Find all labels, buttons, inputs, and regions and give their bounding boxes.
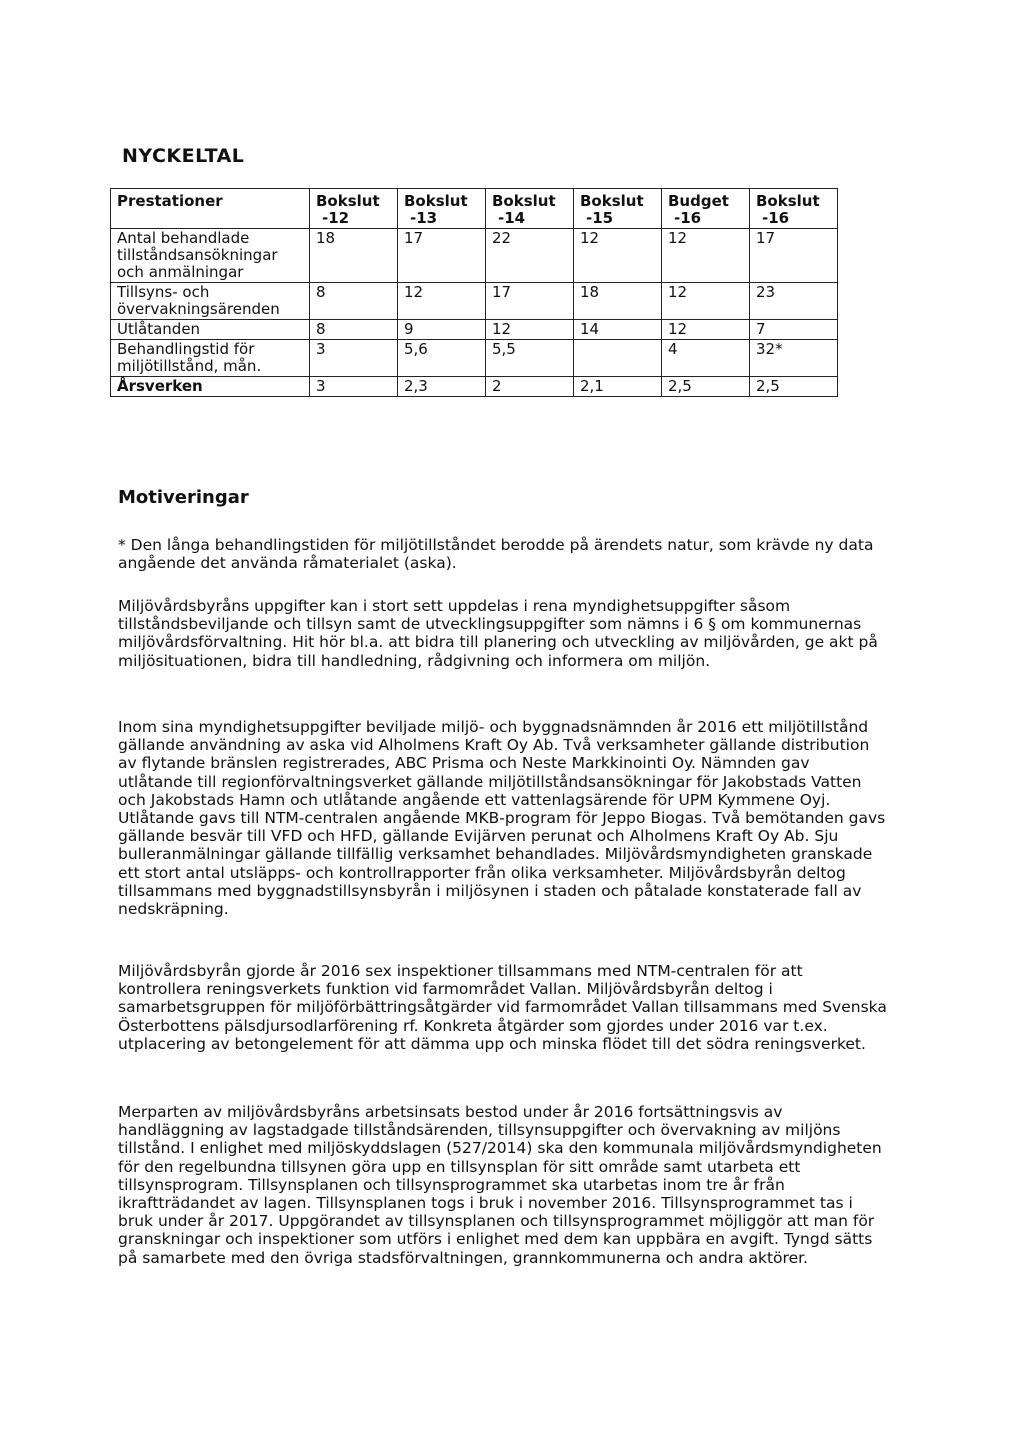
row-label: Årsverken (111, 377, 310, 397)
table-cell: 5,6 (398, 340, 486, 377)
table-row (111, 283, 838, 320)
table-cell: 23 (750, 283, 838, 320)
table-row (111, 320, 838, 340)
table-cell: 12 (486, 320, 574, 340)
header-cell (486, 189, 574, 229)
table-cell: 12 (662, 283, 750, 320)
table-cell: 2,5 (750, 377, 838, 397)
table-cell: 17 (398, 229, 486, 283)
kpi-table (110, 188, 838, 397)
header-line2: -13 (410, 209, 438, 227)
table-cell: 5,5 (486, 340, 574, 377)
header-line1: Bokslut (404, 192, 468, 210)
page-title: NYCKELTAL (122, 145, 245, 167)
body-paragraph: Miljövårdsbyrån gjorde år 2016 sex inspektioner tillsammans med NTM-centralen för att kontrollera reningsverkets funktion vid farmområdet Vallan. Miljövårdsbyrån deltog i samarbetsgruppen för miljöförbättringsåtgärder vid farmområdet Vallan tillsammans med Svenska Österbottens pälsdjursodlarförening rf. Konkreta åtgärder som gjordes under 2016 var t.ex. utplacering av betongelement för att dämma upp och minska flödet till det södra reningsverket. (118, 962, 887, 1053)
table-cell: 12 (398, 283, 486, 320)
header-label: Prestationer (111, 189, 310, 229)
header-line1: Budget (668, 192, 729, 210)
header-line1: Bokslut (580, 192, 644, 210)
row-label: Antal behandlade tillståndsansökningar och anmälningar (111, 229, 310, 283)
header-cell (398, 189, 486, 229)
table-cell: 2,3 (398, 377, 486, 397)
table-cell: 12 (574, 229, 662, 283)
table-cell: 18 (310, 229, 398, 283)
table-cell: 4 (662, 340, 750, 377)
header-cell (310, 189, 398, 229)
table-row (111, 340, 838, 377)
table-cell: 17 (486, 283, 574, 320)
header-line2: -12 (322, 209, 350, 227)
header-line1: Bokslut (492, 192, 556, 210)
table-header-row (111, 189, 838, 229)
table-cell: 7 (750, 320, 838, 340)
table-cell: 17 (750, 229, 838, 283)
header-line2: -16 (762, 209, 790, 227)
header-line2: -16 (674, 209, 702, 227)
table-cell: 3 (310, 377, 398, 397)
table-cell: 3 (310, 340, 398, 377)
header-cell (574, 189, 662, 229)
body-paragraph: Miljövårdsbyråns uppgifter kan i stort sett uppdelas i rena myndighetsuppgifter såsom tillståndsbeviljande och tillsyn samt de utvecklingsuppgifter som nämns i 6 § om kommunernas miljövårdsförvaltning. Hit hör bl.a. att bidra till planering och utveckling av miljövården, ge akt på miljösituationen, bidra till handledning, rådgivning och informera om miljön. (118, 597, 878, 670)
table-cell: 8 (310, 283, 398, 320)
table-cell: 14 (574, 320, 662, 340)
header-line2: -15 (586, 209, 614, 227)
table-cell: 22 (486, 229, 574, 283)
header-cell (662, 189, 750, 229)
row-label: Tillsyns- och övervakningsärenden (111, 283, 310, 320)
footnote-paragraph: * Den långa behandlingstiden för miljötillståndet berodde på ärendets natur, som krävde ny data angående det använda råmaterialet (aska). (118, 536, 874, 573)
table-cell: 9 (398, 320, 486, 340)
table-cell: 8 (310, 320, 398, 340)
header-line1: Bokslut (756, 192, 820, 210)
body-paragraph: Merparten av miljövårdsbyråns arbetsinsats bestod under år 2016 fortsättningsvis av handläggning av lagstadgade tillståndsärenden, tillsynsuppgifter och övervakning av miljöns tillstånd. I enlighet med miljöskyddslagen (527/2014) ska den kommunala miljövårdsmyndigheten för den regelbundna tillsynen göra upp en tillsynsplan för sitt område samt utarbeta ett tillsynsprogram. Tillsynsplanen och tillsynsprogrammet ska utarbetas inom tre år från ikraftträdandet av lagen. Tillsynsplanen togs i bruk i november 2016. Tillsynsprogrammet tas i bruk under år 2017. Uppgörandet av tillsynsplanen och tillsynsprogrammet möjliggör att man för granskningar och inspektioner som utförs i enlighet med dem kan uppbära en avgift. Tyngd sätts på samarbete med den övriga stadsförvaltningen, grannkommunerna och andra aktörer. (118, 1103, 882, 1267)
header-cell (750, 189, 838, 229)
header-line1: Bokslut (316, 192, 380, 210)
table-cell: 12 (662, 320, 750, 340)
table-cell (574, 340, 662, 377)
row-label: Utlåtanden (111, 320, 310, 340)
table-cell: 2,5 (662, 377, 750, 397)
table-cell: 32* (750, 340, 838, 377)
table-cell: 2,1 (574, 377, 662, 397)
table-row (111, 377, 838, 397)
body-paragraph: Inom sina myndighetsuppgifter beviljade miljö- och byggnadsnämnden år 2016 ett miljötillstånd gällande användning av aska vid Alholmens Kraft Oy Ab. Två verksamheter gällande distribution av flytande bränslen registrerades, ABC Prisma och Neste Markkinointi Oy. Nämnden gav utlåtande till regionförvaltningsverket gällande miljötillståndsansökningar för Jakobstads Vatten och Jakobstads Hamn och utlåtande angående ett vattenlagsärende för UPM Kymmene Oyj. Utlåtande gavs till NTM-centralen angående MKB-program för Jeppo Biogas. Två bemötanden gavs gällande besvär till VFD och HFD, gällande Evijärven perunat och Alholmens Kraft Oy Ab. Sju bulleranmälningar gällande tillfällig verksamhet behandlades. Miljövårdsmyndigheten granskade ett stort antal utsläpps- och kontrollrapporter från olika verksamheter. Miljövårdsbyrån deltog tillsammans med byggnadstillsynsbyrån i miljösynen i staden och påtalade konstaterade fall av nedskräpning. (118, 718, 886, 919)
section-heading: Motiveringar (118, 487, 249, 508)
table-cell: 18 (574, 283, 662, 320)
table-row (111, 229, 838, 283)
header-line2: -14 (498, 209, 526, 227)
table-cell: 2 (486, 377, 574, 397)
row-label: Behandlingstid för miljötillstånd, mån. (111, 340, 310, 377)
table-cell: 12 (662, 229, 750, 283)
